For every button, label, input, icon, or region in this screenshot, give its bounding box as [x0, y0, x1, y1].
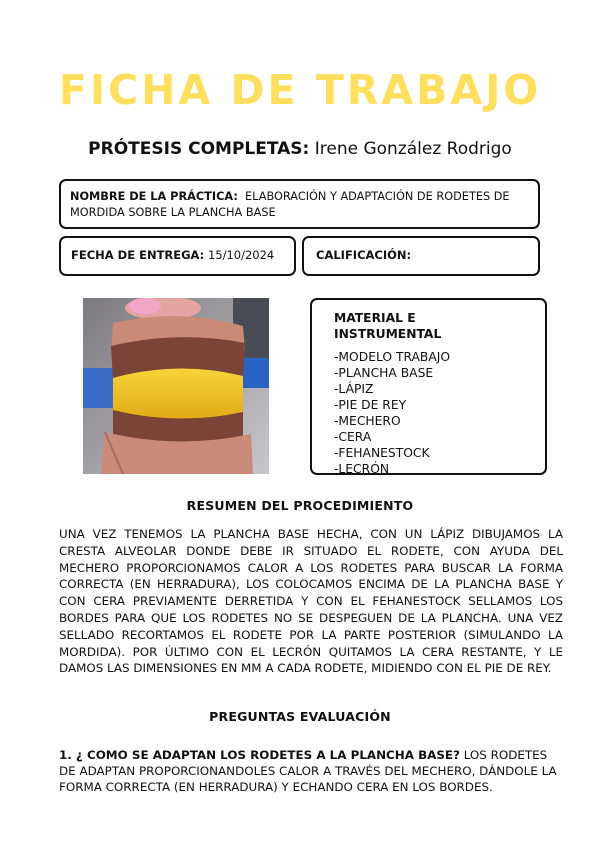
bite-rim-photo — [83, 298, 269, 474]
delivery-label: FECHA DE ENTREGA: — [71, 248, 205, 262]
evaluation-heading: PREGUNTAS EVALUACIÓN — [209, 709, 391, 724]
material-item: -FEHANESTOCK — [334, 446, 430, 460]
material-heading: MATERIAL E INSTRUMENTAL — [334, 311, 442, 341]
subtitle — [0, 139, 600, 159]
subject-label: PRÓTESIS COMPLETAS: — [88, 139, 310, 159]
student-name: Irene González Rodrigo — [314, 139, 512, 159]
material-box — [310, 298, 547, 475]
material-item: -PIE DE REY — [334, 398, 407, 412]
material-item: -MECHERO — [334, 414, 401, 428]
material-item: -PLANCHA BASE — [334, 366, 434, 380]
practice-label: NOMBRE DE LA PRÁCTICA: — [70, 190, 238, 203]
material-item: -LÁPIZ — [334, 382, 374, 396]
practice-box — [59, 179, 540, 229]
question-1 — [59, 747, 559, 795]
grade-label: CALIFICACIÓN: — [316, 248, 412, 262]
material-item: -LECRÓN — [334, 462, 390, 476]
grade-box — [302, 236, 540, 276]
question-1-text: 1. ¿ COMO SE ADAPTAN LOS RODETES A LA PLANCHA BASE? — [59, 748, 460, 762]
summary-text: UNA VEZ TENEMOS LA PLANCHA BASE HECHA, CON UN LÁPIZ DIBUJAMOS LA CRESTA ALVEOLAR DONDE DEBE IR SITUADO EL RODETE, CON AYUDA DEL MECHERO PROPORCIONAMOS CALOR A LOS RODETES PARA BUSCAR LA FORMA CORRECTA (EN HERRADURA), LOS COLOCAMOS ENCIMA DE LA PLANCHA BASE Y CON CERA PREVIAMENTE DERRETIDA Y CON EL FEHANESTOCK SELLAMOS LOS BORDES PARA QUE LOS RODETES NO SE DESPEGUEN DE LA PLANCHA. UNA VEZ SELLADO RECORTAMOS EL RODETE POR LA PARTE POSTERIOR (SIMULANDO LA MORDIDA). POR ÚLTIMO CON EL LECRÓN QUITAMOS LA CERA RESTANTE, Y LE DAMOS LAS DIMENSIONES EN MM A CADA RODETE, MIDIENDO CON EL PIE DE REY. — [59, 527, 563, 676]
material-item: -MODELO TRABAJO — [334, 350, 451, 364]
delivery-value: 15/10/2024 — [207, 248, 275, 262]
page-title: FICHA DE TRABAJO — [58, 66, 542, 114]
question-1-answer: LOS RODETES DE ADAPTAN PROPORCIONANDOLES CALOR A TRAVÉS DEL MECHERO, DÁNDOLE LA FORMA CORRECTA (EN HERRADURA) Y ECHANDO CERA EN LOS BORDES. — [59, 748, 557, 794]
material-item: -CERA — [334, 430, 372, 444]
summary-heading: RESUMEN DEL PROCEDIMIENTO — [186, 498, 414, 513]
delivery-date-box — [59, 236, 296, 276]
practice-value: ELABORACIÓN Y ADAPTACIÓN DE RODETES DE MORDIDA SOBRE LA PLANCHA BASE — [70, 190, 510, 219]
